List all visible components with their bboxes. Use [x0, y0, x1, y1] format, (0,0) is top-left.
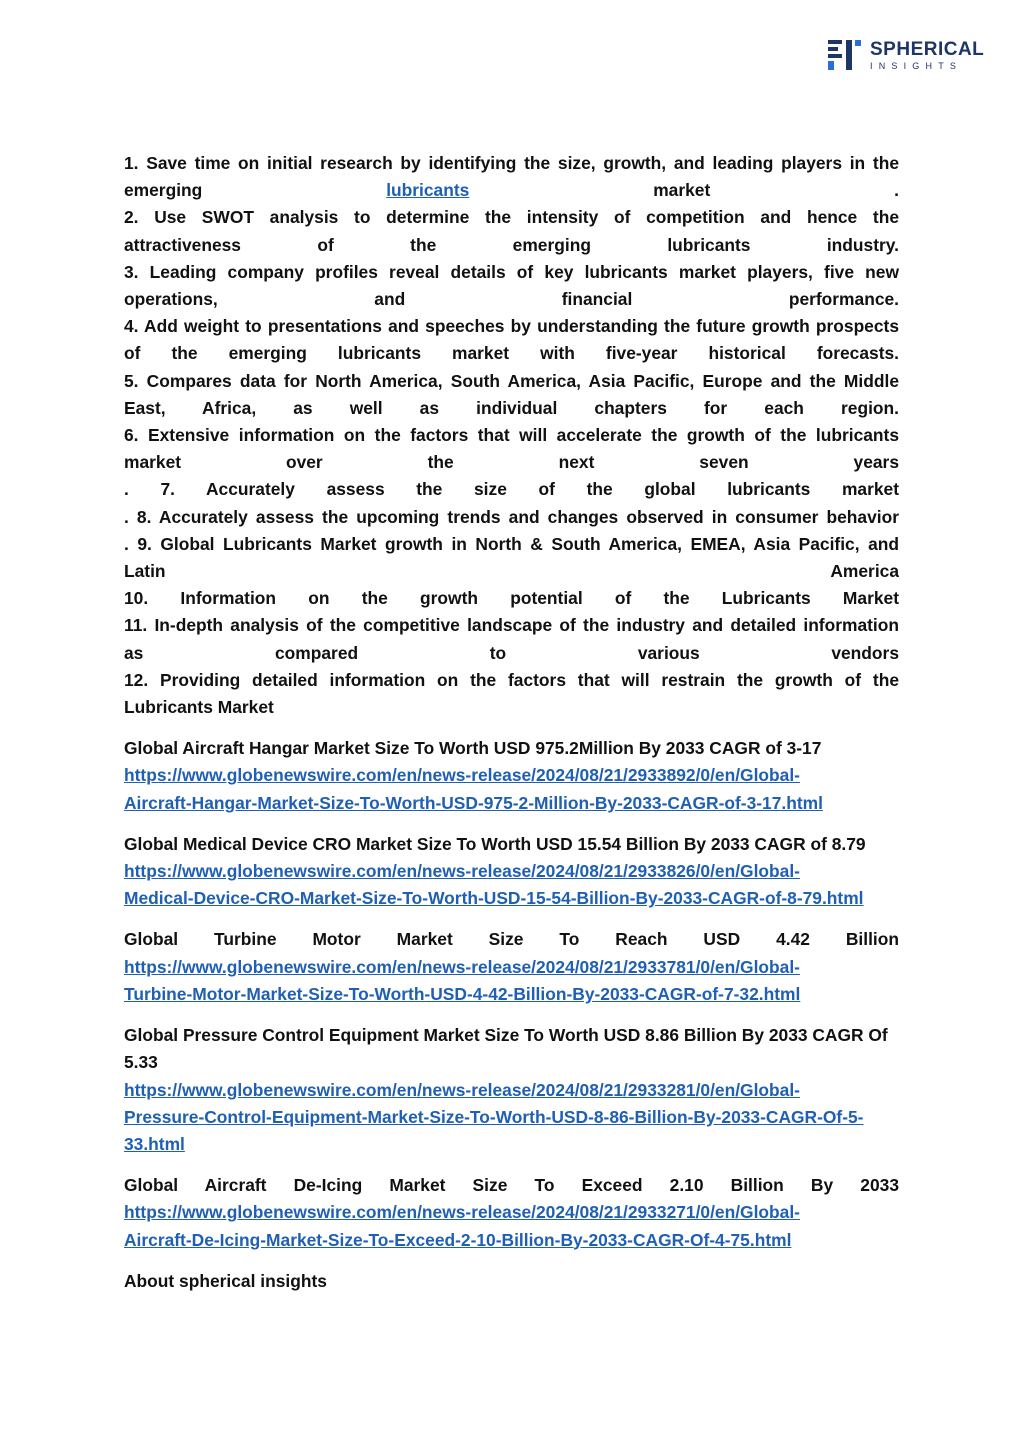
list-line [124, 232, 899, 259]
benefits-list [124, 150, 899, 721]
list-line-text: 6. Extensive information on the factors that will accelerate the growth of the lubricants [124, 425, 899, 446]
list-line [124, 368, 899, 395]
news-title: 5.33 [124, 1052, 158, 1073]
list-line-text: Lubricants Market [124, 697, 274, 718]
news-link[interactable]: Pressure-Control-Equipment-Market-Size-To-Worth-USD-8-86-Billion-By-2033-CAGR-Of-5- [124, 1106, 864, 1127]
list-line-text: . 7. Accurately assess the size of the global lubricants market [124, 479, 899, 500]
news-link[interactable]: 33.html [124, 1133, 185, 1154]
list-line-text: emerging [124, 180, 387, 201]
list-line [124, 504, 899, 531]
news-url-line [124, 1199, 899, 1226]
news-link[interactable]: https://www.globenewswire.com/en/news-release/2024/08/21/2933271/0/en/Global- [124, 1202, 800, 1223]
list-line [124, 449, 899, 476]
list-line-text: as compared to various vendors [124, 642, 899, 663]
document-body [124, 150, 899, 1295]
news-item [124, 1022, 899, 1158]
news-url-line [124, 762, 899, 789]
list-line [124, 667, 899, 694]
list-line [124, 558, 899, 585]
list-line [124, 694, 899, 721]
list-line-text: market over the next seven years [124, 452, 899, 473]
logo-subtitle: INSIGHTS [870, 60, 963, 71]
news-link[interactable]: Medical-Device-CRO-Market-Size-To-Worth-USD-15-54-Billion-By-2033-CAGR-of-8-79.html [124, 888, 864, 909]
list-line-text: 4. Add weight to presentations and speeches by understanding the future growth prospects [124, 316, 899, 337]
news-list [124, 735, 899, 1253]
lubricants-link[interactable]: lubricants [386, 180, 470, 201]
news-title: Global Medical Device CRO Market Size To Worth USD 15.54 Billion By 2033 CAGR of 8.79 [124, 833, 866, 854]
news-url-line [124, 954, 899, 981]
news-url-line [124, 981, 899, 1008]
list-line-text: 11. In-depth analysis of the competitive landscape of the industry and detailed information [124, 615, 899, 636]
news-url-line [124, 1227, 899, 1254]
list-line-text: . 9. Global Lubricants Market growth in North & South America, EMEA, Asia Pacific, and [124, 533, 899, 554]
list-line-text: 5. Compares data for North America, South America, Asia Pacific, Europe and the Middle [124, 370, 899, 391]
list-line-text: 1. Save time on initial research by identifying the size, growth, and leading players in the [124, 153, 899, 173]
news-link[interactable]: https://www.globenewswire.com/en/news-release/2024/08/21/2933826/0/en/Global- [124, 861, 800, 882]
news-item [124, 735, 899, 817]
list-line-text: attractiveness of the emerging lubricants industry. [124, 234, 899, 255]
news-link[interactable]: Aircraft-Hangar-Market-Size-To-Worth-USD-975-2-Million-By-2033-CAGR-of-3-17.html [124, 792, 823, 813]
list-line-text: operations, and financial performance. [124, 289, 899, 310]
list-line [124, 640, 899, 667]
news-title: Global Aircraft Hangar Market Size To Worth USD 975.2Million By 2033 CAGR of 3-17 [124, 738, 822, 759]
list-line-text: . 8. Accurately assess the upcoming trends and changes observed in consumer behavior [124, 506, 899, 527]
news-link[interactable]: https://www.globenewswire.com/en/news-release/2024/08/21/2933892/0/en/Global- [124, 765, 800, 786]
list-line [124, 204, 899, 231]
news-title: Global Aircraft De-Icing Market Size To Exceed 2.10 Billion By 2033 [124, 1175, 899, 1196]
list-line [124, 585, 899, 612]
spherical-insights-logo-icon [828, 38, 862, 72]
news-url-line [124, 1131, 899, 1158]
news-url-line [124, 858, 899, 885]
news-link[interactable]: Turbine-Motor-Market-Size-To-Worth-USD-4-42-Billion-By-2033-CAGR-of-7-32.html [124, 983, 801, 1004]
news-item [124, 1172, 899, 1254]
list-line [124, 531, 899, 558]
list-line [124, 313, 899, 340]
news-title: Global Turbine Motor Market Size To Reach USD 4.42 Billion [124, 929, 899, 950]
list-line-text: Latin America [124, 561, 899, 582]
news-item [124, 926, 899, 1008]
news-title: Global Pressure Control Equipment Market Size To Worth USD 8.86 Billion By 2033 CAGR Of [124, 1025, 888, 1046]
list-line-text: 12. Providing detailed information on the factors that will restrain the growth of the [124, 669, 899, 690]
about-heading: About spherical insights [124, 1270, 327, 1291]
list-line [124, 286, 899, 313]
list-line-text: East, Africa, as well as individual chapters for each region. [124, 397, 899, 418]
news-url-line [124, 790, 899, 817]
news-link[interactable]: Aircraft-De-Icing-Market-Size-To-Exceed-2-10-Billion-By-2033-CAGR-Of-4-75.html [124, 1229, 792, 1250]
news-link[interactable]: https://www.globenewswire.com/en/news-release/2024/08/21/2933281/0/en/Global- [124, 1079, 800, 1100]
news-url-line [124, 885, 899, 912]
list-line [124, 259, 899, 286]
news-url-line [124, 1077, 899, 1104]
list-line-text: of the emerging lubricants market with five-year historical forecasts. [124, 343, 899, 364]
logo-name: SPHERICAL [870, 38, 985, 60]
list-line-text: 3. Leading company profiles reveal details of key lubricants market players, five new [124, 261, 899, 282]
list-line-text: 10. Information on the growth potential of the Lubricants Market [124, 588, 899, 609]
list-line [124, 395, 899, 422]
news-link[interactable]: https://www.globenewswire.com/en/news-release/2024/08/21/2933781/0/en/Global- [124, 956, 800, 977]
company-logo [828, 38, 984, 72]
news-item [124, 831, 899, 913]
list-line-text: 2. Use SWOT analysis to determine the intensity of competition and hence the [124, 207, 899, 228]
list-line [124, 177, 899, 204]
list-line [124, 150, 899, 177]
list-line [124, 476, 899, 503]
list-line [124, 612, 899, 639]
list-line-text-after: market . [469, 180, 899, 201]
list-line [124, 340, 899, 367]
list-line [124, 422, 899, 449]
news-url-line [124, 1104, 899, 1131]
